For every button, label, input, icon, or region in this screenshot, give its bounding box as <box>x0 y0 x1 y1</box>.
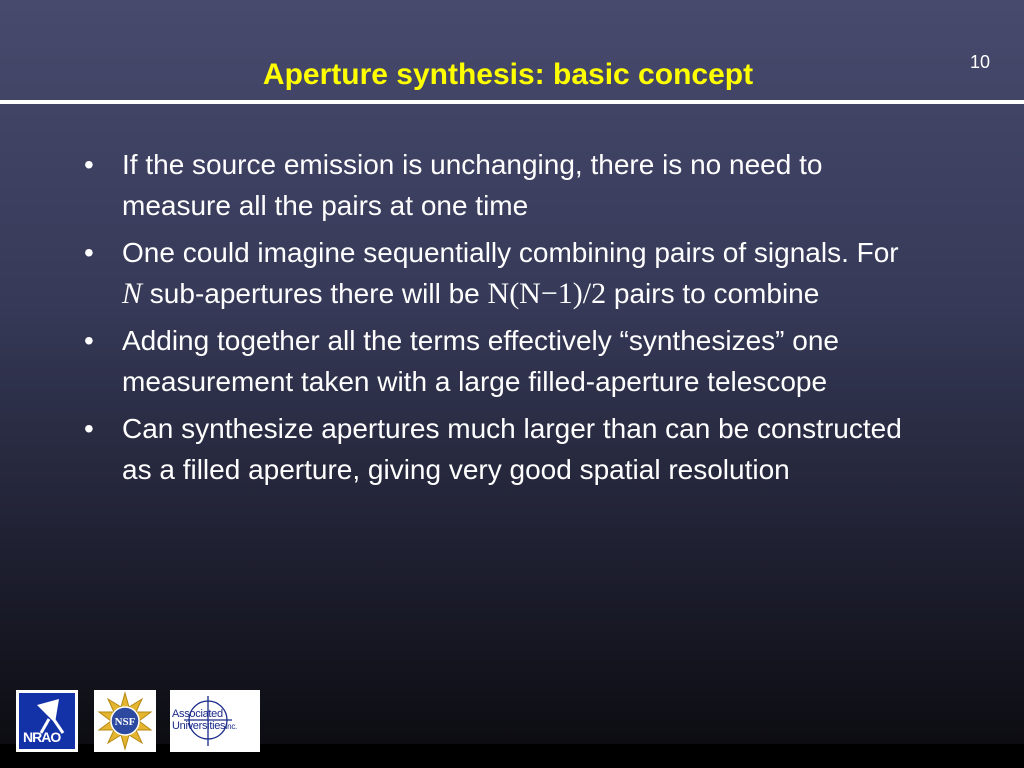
bullet-item <box>84 144 914 226</box>
bullet-text: If the source emission is unchanging, there is no need to measure all the pairs at one time <box>122 149 823 221</box>
math-variable-n: N <box>122 277 143 310</box>
aui-logo-suffix: Inc. <box>225 722 237 731</box>
slide-number: 10 <box>969 52 990 72</box>
aui-logo-line2: Universities <box>172 720 226 732</box>
slide-title: Aperture synthesis: basic concept <box>262 58 754 91</box>
aui-logo <box>170 690 260 752</box>
nsf-logo <box>94 690 156 752</box>
bullet-dot: • <box>84 149 94 180</box>
bullet-item <box>84 232 914 314</box>
bullet-text-part: pairs to combine <box>606 278 820 309</box>
bullet-list <box>84 144 914 496</box>
aui-logo-line1: Associated <box>172 708 223 720</box>
nsf-seal-icon <box>94 690 156 752</box>
title-underline <box>0 100 1024 104</box>
bullet-dot: • <box>84 237 94 268</box>
bullet-text: Adding together all the terms effectively “synthesizes” one measurement taken with a large filled-aperture telescope <box>122 325 839 397</box>
nsf-logo-text: NSF <box>114 716 136 728</box>
bullet-dot: • <box>84 413 94 444</box>
bullet-text-part: One could imagine sequentially combining pairs of signals. For <box>122 237 899 268</box>
bullet-text: Can synthesize apertures much larger than can be constructed as a filled aperture, giving very good spatial resolution <box>122 413 902 485</box>
nrao-logo-text: NRAO <box>23 729 61 745</box>
bullet-text-part: sub-apertures there will be <box>142 278 488 309</box>
bullet-item <box>84 320 914 402</box>
nrao-logo <box>16 690 78 752</box>
bullet-item <box>84 408 914 490</box>
math-formula: N(N−1)/2 <box>487 277 607 310</box>
bullet-dot: • <box>84 325 94 356</box>
